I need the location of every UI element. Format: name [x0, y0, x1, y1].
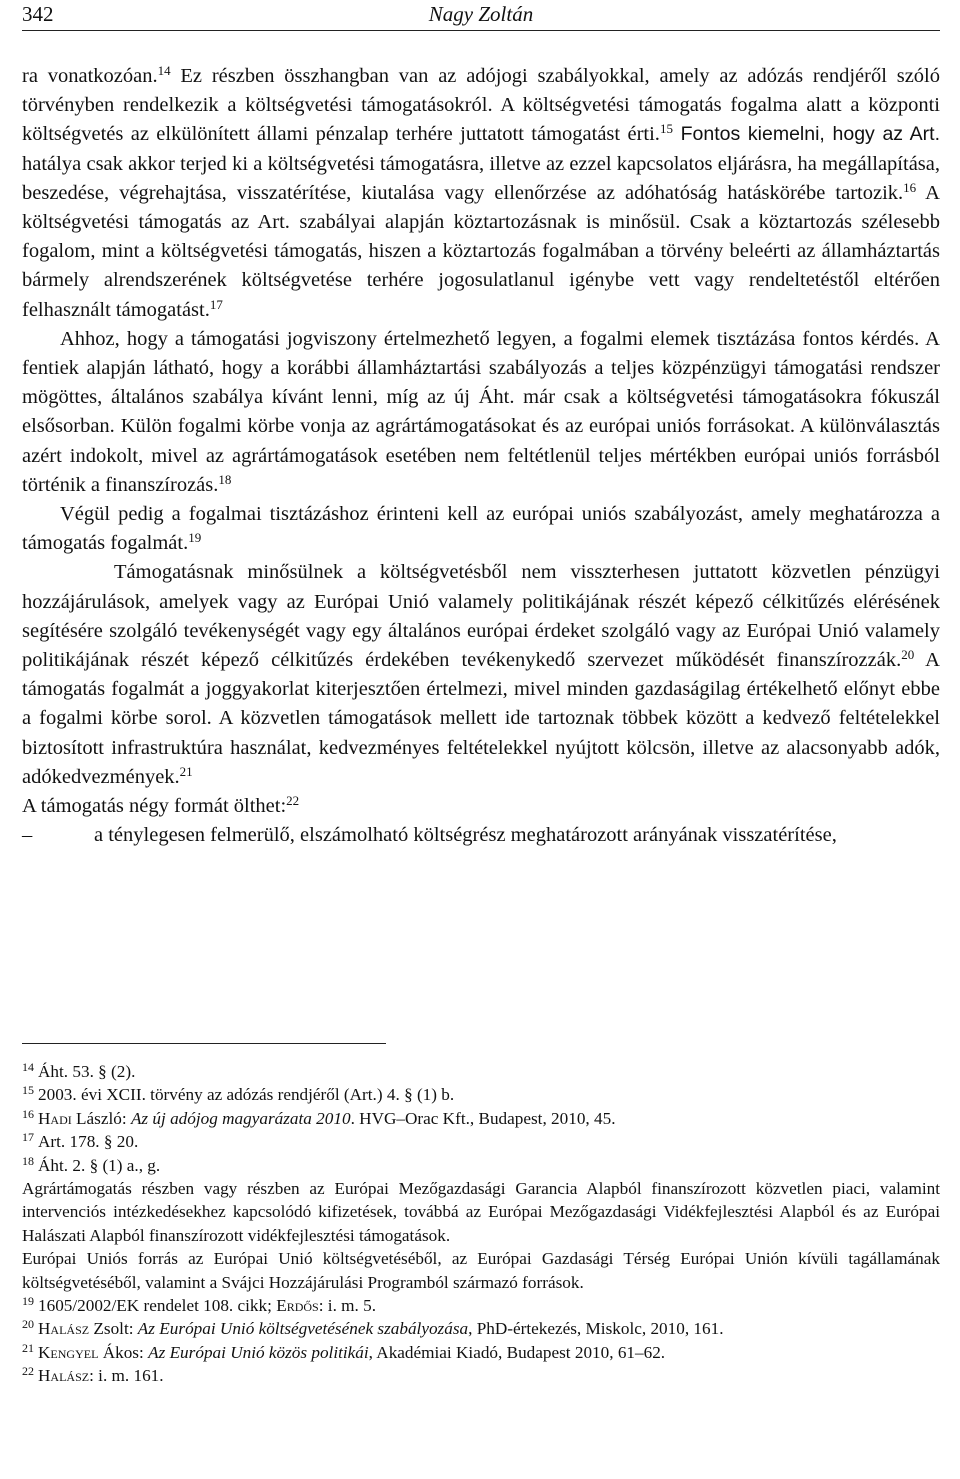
footnote-ref-18[interactable]: 18 — [218, 471, 232, 487]
footnote-text: 1605/2002/EK rendelet 108. cikk; — [38, 1296, 277, 1316]
paragraph-1 — [22, 62, 940, 325]
text-run: Ahhoz, hogy a támogatási jogviszony értelmezhető legyen, a fogalmi elemek tisztázása fontos kérdés. A fentiek alapján látható, hogy a korábbi államháztartási szabályozás a teljes közpénzügyi támogatási rendszer mögöttes, általános szabálya kívánt lenni, míg az új Áht. már csak a költségvetési támogatásokra fókuszál elsősorban. Külön fogalmi körbe vonja az agrártámogatásokat és az európai uniós forrásokat. A különválasztás azért indokolt, mivel az agrártámogatások esetében nem feltétlenül teljes mértékben európai uniós forrásból történik a finanszírozás. — [22, 327, 940, 496]
footnote-18 — [22, 1154, 940, 1177]
footnote-ref-21[interactable]: 21 — [179, 763, 193, 779]
footnote-number: 21 — [22, 1340, 34, 1355]
citation-details: , PhD-értekezés, Miskolc, 2010, 161. — [468, 1319, 724, 1339]
footnote-text: : i. m. 5. — [318, 1296, 377, 1316]
footnote-ref-17[interactable]: 17 — [209, 296, 223, 312]
footnote-ref-19[interactable]: 19 — [188, 530, 202, 546]
footnote-19 — [22, 1294, 940, 1317]
work-title: Az Európai Unió költségvetésének szabályozása — [137, 1319, 469, 1339]
footnote-ref-22[interactable]: 22 — [286, 793, 300, 809]
footnote-ref-14[interactable]: 14 — [157, 63, 171, 78]
text-run: ra vonatkozóan. — [22, 65, 158, 87]
footnote-number: 17 — [22, 1130, 34, 1145]
citation-details: . HVG–Orac Kft., Budapest, 2010, 45. — [350, 1108, 616, 1128]
page-number: 342 — [22, 2, 54, 26]
text-run: A támogatás négy formát ölthet: — [22, 795, 287, 818]
author-name: Kengyel — [38, 1342, 99, 1362]
dash-marker: – — [22, 824, 33, 847]
author-given: Zsolt: — [89, 1319, 138, 1339]
footnote-number: 22 — [22, 1364, 34, 1379]
paragraph-3 — [22, 500, 940, 558]
text-run: A költségvetési támogatás az Art. szabályai alapján köztartozásnak is minősül. Csak a köztartozás szélesebb fogalom, mint a költségvetési támogatás, hiszen a köztartozás fogalmában a törvény beleérti az államháztartás bármely alrendszerének költségvetése terhére jogosulatlanul igénybe vett vagy rendeltetéstől eltérően felhasznált támogatást. — [22, 181, 940, 321]
paragraph-2 — [22, 325, 940, 500]
footnote-text: Áht. 2. § (1) a., g. — [38, 1155, 161, 1175]
footnote-ref-20[interactable]: 20 — [901, 647, 915, 663]
footnote-number: 18 — [22, 1153, 34, 1168]
author-name: Halász — [38, 1366, 90, 1386]
footnote-14 — [22, 1060, 940, 1083]
footnote-text: 2003. évi XCII. törvény az adózás rendjéről (Art.) 4. § (1) b. — [38, 1085, 455, 1105]
citation-details: : i. m. 161. — [89, 1366, 164, 1386]
footnote-17 — [22, 1130, 940, 1153]
footnote-number: 15 — [22, 1083, 34, 1098]
author-given: László: — [71, 1108, 131, 1128]
author-name: Erdős — [276, 1296, 319, 1316]
footnote-number: 14 — [22, 1060, 34, 1074]
author-given: Ákos: — [98, 1342, 149, 1362]
footnote-text: Áht. 53. § (2). — [38, 1062, 136, 1081]
footnote-18-para-1: Agrártámogatás részben vagy részben az Európai Mezőgazdasági Garancia Alapból finanszírozott közvetlen piaci, valamint intervenciós intézkedésekhez kapcsolódó kifizetések, továbbá az Európai Mezőgazdasági Vidékfejlesztési Alapból és az Európai Halászati Alapból finanszírozott vidékfejlesztési támogatások. — [22, 1179, 940, 1245]
work-title: Az Európai Unió közös politikái — [148, 1342, 369, 1362]
footnote-ref-15[interactable]: 15 — [659, 121, 673, 137]
footnote-number: 16 — [22, 1106, 34, 1121]
list-item — [22, 821, 940, 850]
author-name: Hadi — [38, 1108, 72, 1128]
footnote-16 — [22, 1107, 940, 1130]
footnote-22 — [22, 1364, 940, 1387]
footnotes — [22, 1060, 940, 1388]
footnote-text: Art. 178. § 20. — [38, 1132, 139, 1152]
paragraph-4 — [22, 558, 940, 792]
footnote-18-para-2: Európai Uniós forrás az Európai Unió költségvetéséből, az Európai Gazdasági Térség Európai Unión kívüli tagállamának költségvetéséből, valamint a Svájci Hozzájárulási Programból származó források. — [22, 1249, 940, 1292]
list-item-text: a ténylegesen felmerülő, elszámolható költségrész meghatározott arányának visszatérítése, — [94, 824, 837, 847]
footnote-21 — [22, 1341, 940, 1364]
body-text — [22, 62, 940, 850]
text-run: A támogatás fogalmát a joggyakorlat kiterjesztően értelmezi, mivel minden gazdaságilag értékelhető előnyt ebbe a fogalmi körbe sorol. A közvetlen támogatások mellett ide tartoznak többek között a kedvező feltételekkel biztosított infrastruktúra használat, kedvezményes feltételekkel nyújtott kölcsön, illetve az alacsonyabb adók, adókedvezmények. — [22, 649, 940, 788]
footnote-separator — [22, 1043, 386, 1044]
text-run: Végül pedig a fogalmai tisztázáshoz érinteni kell az európai uniós szabályozást, amely meghatározza a támogatás fogalmát. — [22, 503, 940, 555]
text-run: hatálya csak akkor terjed ki a költségvetési támogatásra, illetve az ezzel kapcsolatos eljárásra, ha megállapítása, beszedése, végrehajtása, visszatérítése, kiutalása vagy ellenőrzése az adóhatóság hatáskörébe tartozik. — [22, 152, 940, 204]
footnote-15 — [22, 1083, 940, 1106]
running-title: Nagy Zoltán — [428, 2, 534, 26]
work-title: Az új adójog magyarázata 2010 — [130, 1108, 351, 1128]
citation-details: , Akadémiai Kiadó, Budapest 2010, 61–62. — [368, 1342, 666, 1362]
author-name: Halász — [38, 1319, 90, 1339]
text-run: Támogatásnak minősülnek a költségvetésből nem visszterhesen juttatott közvetlen pénzügyi hozzájárulások, amelyek vagy az Európai Unió valamely politikájának részét képező célkitűzés elérésének segítésére szolgáló tevékenységét vagy egy általános európai érdeket szolgáló vagy az Európai Unió valamely politikájának részét képező célkitűzés érdekében tevékenykedő szervezet működését finanszírozzák. — [22, 561, 940, 672]
paragraph-5 — [22, 792, 940, 821]
running-header — [22, 2, 940, 31]
footnote-20 — [22, 1317, 940, 1340]
footnote-number: 19 — [22, 1294, 34, 1309]
footnote-number: 20 — [22, 1317, 34, 1332]
footnote-ref-16[interactable]: 16 — [903, 179, 917, 195]
text-run: Ez részben összhangban van az adójogi szabályokkal, amely az adózás rendjéről szóló törvényben rendelkezik a költségvetési támogatásokról. A költségvetési támogatás fogalma alatt a központi költségvetés az elkülönített állami pénzalap terhére juttatott támogatást érti. — [22, 65, 940, 146]
text-run-sans: Fontos kiemelni, hogy az Art. — [672, 123, 940, 146]
